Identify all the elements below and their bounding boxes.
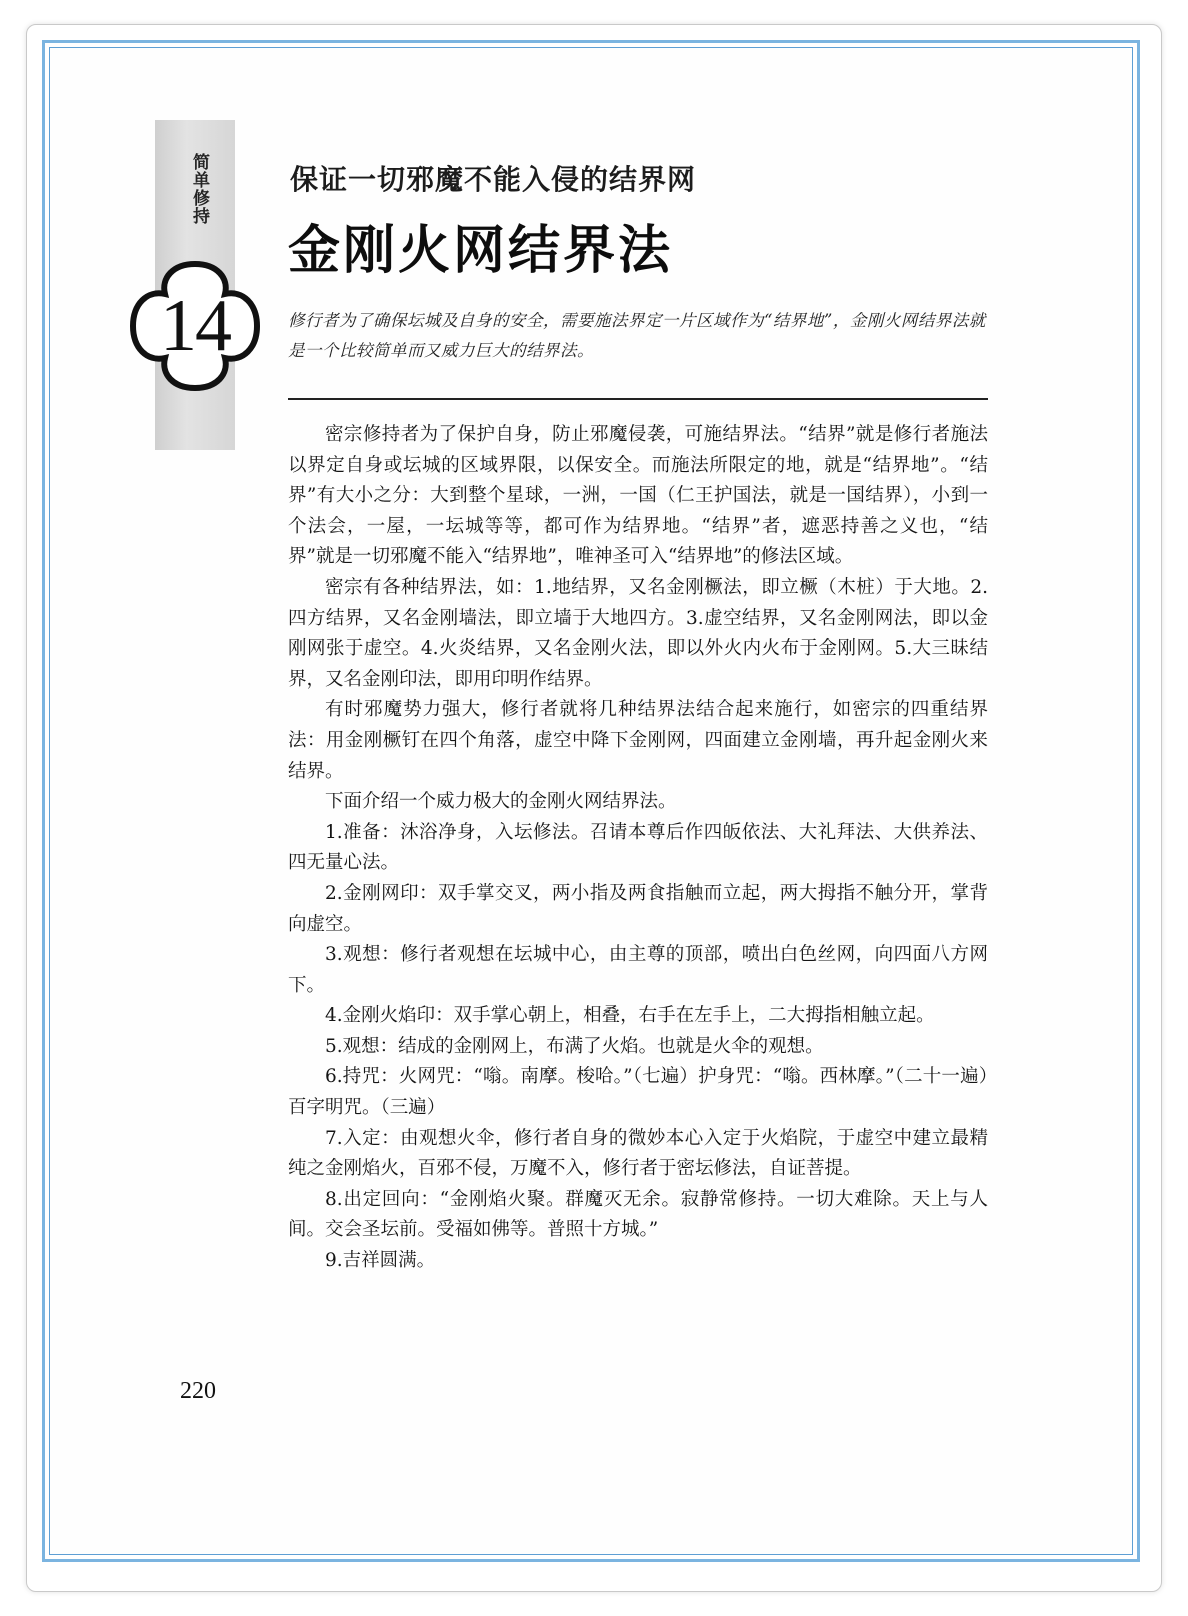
paragraph: 密宗修持者为了保护自身，防止邪魔侵袭，可施结界法。“结界”就是修行者施法以界定自身或坛城的区域界限，以保安全。而施法所限定的地，就是“结界地”。“结界”有大小之分：大到整个星球，一洲，一国（仁王护国法，就是一国结界），小到一个法会，一屋，一坛城等等，都可作为结界地。“结界”者，遮恶持善之义也，“结界”就是一切邪魔不能入“结界地”，唯神圣可入“结界地”的修法区域。 bbox=[288, 424, 988, 568]
paragraph: 有时邪魔势力强大，修行者就将几种结界法结合起来施行，如密宗的四重结界法：用金刚橛钉在四个角落，虚空中降下金刚网，四面建立金刚墙，再升起金刚火来结界。 bbox=[288, 699, 988, 782]
paragraph: 2.金刚网印：双手掌交叉，两小指及两食指触而立起，两大拇指不触分开，掌背向虚空。 bbox=[288, 882, 988, 935]
body-text bbox=[288, 420, 988, 1277]
paragraph: 下面介绍一个威力极大的金刚火网结界法。 bbox=[325, 791, 677, 813]
paragraph: 8.出定回向：“金刚焰火聚。群魔灭无余。寂静常修持。一切大难除。天上与人间。交会圣坛前。受福如佛等。普照十方城。” bbox=[288, 1188, 988, 1241]
paragraph: 3.观想：修行者观想在坛城中心，由主尊的顶部，喷出白色丝网，向四面八方网下。 bbox=[288, 944, 988, 996]
paragraph: 4.金刚火焰印：双手掌心朝上，相叠，右手在左手上，二大拇指相触立起。 bbox=[325, 1005, 935, 1027]
divider-rule bbox=[288, 398, 988, 400]
paragraph: 1.准备：沐浴净身，入坛修法。召请本尊后作四皈依法、大礼拜法、大供养法、四无量心法。 bbox=[288, 821, 988, 874]
paragraph: 6.持咒：火网咒：“嗡。南摩。梭哈。”（七遍）护身咒：“嗡。西林摩。”（二十一遍）百字明咒。（三遍） bbox=[288, 1066, 988, 1119]
page-subtitle: 保证一切邪魔不能入侵的结界网 bbox=[290, 163, 697, 196]
chapter-number: 14 bbox=[160, 284, 230, 367]
book-page bbox=[50, 48, 1132, 1554]
paragraph: 9.吉祥圆满。 bbox=[325, 1250, 436, 1272]
paragraph: 5.观想：结成的金刚网上，布满了火焰。也就是火伞的观想。 bbox=[325, 1035, 824, 1057]
page-title: 金刚火网结界法 bbox=[288, 220, 674, 281]
page-number: 220 bbox=[180, 1378, 216, 1404]
side-label: 简单修持 bbox=[189, 153, 209, 225]
paragraph: 密宗有各种结界法，如：1.地结界，又名金刚橛法，即立橛（木桩）于大地。2.四方结界，又名金刚墙法，即立墙于大地四方。3.虚空结界，又名金刚网法，即以金刚网张于虚空。4.火炎结界，又名金刚火法，即以外火内火布于金刚网。5.大三昧结界，又名金刚印法，即用印明作结界。 bbox=[288, 576, 988, 690]
paragraph: 7.入定：由观想火伞，修行者自身的微妙本心入定于火焰院，于虚空中建立最精纯之金刚焰火，百邪不侵，万魔不入，修行者于密坛修法，自证菩提。 bbox=[288, 1127, 988, 1180]
intro-text: 修行者为了确保坛城及自身的安全，需要施法界定一片区域作为“结界地”，金刚火网结界法就是一个比较简单而又威力巨大的结界法。 bbox=[288, 311, 986, 360]
